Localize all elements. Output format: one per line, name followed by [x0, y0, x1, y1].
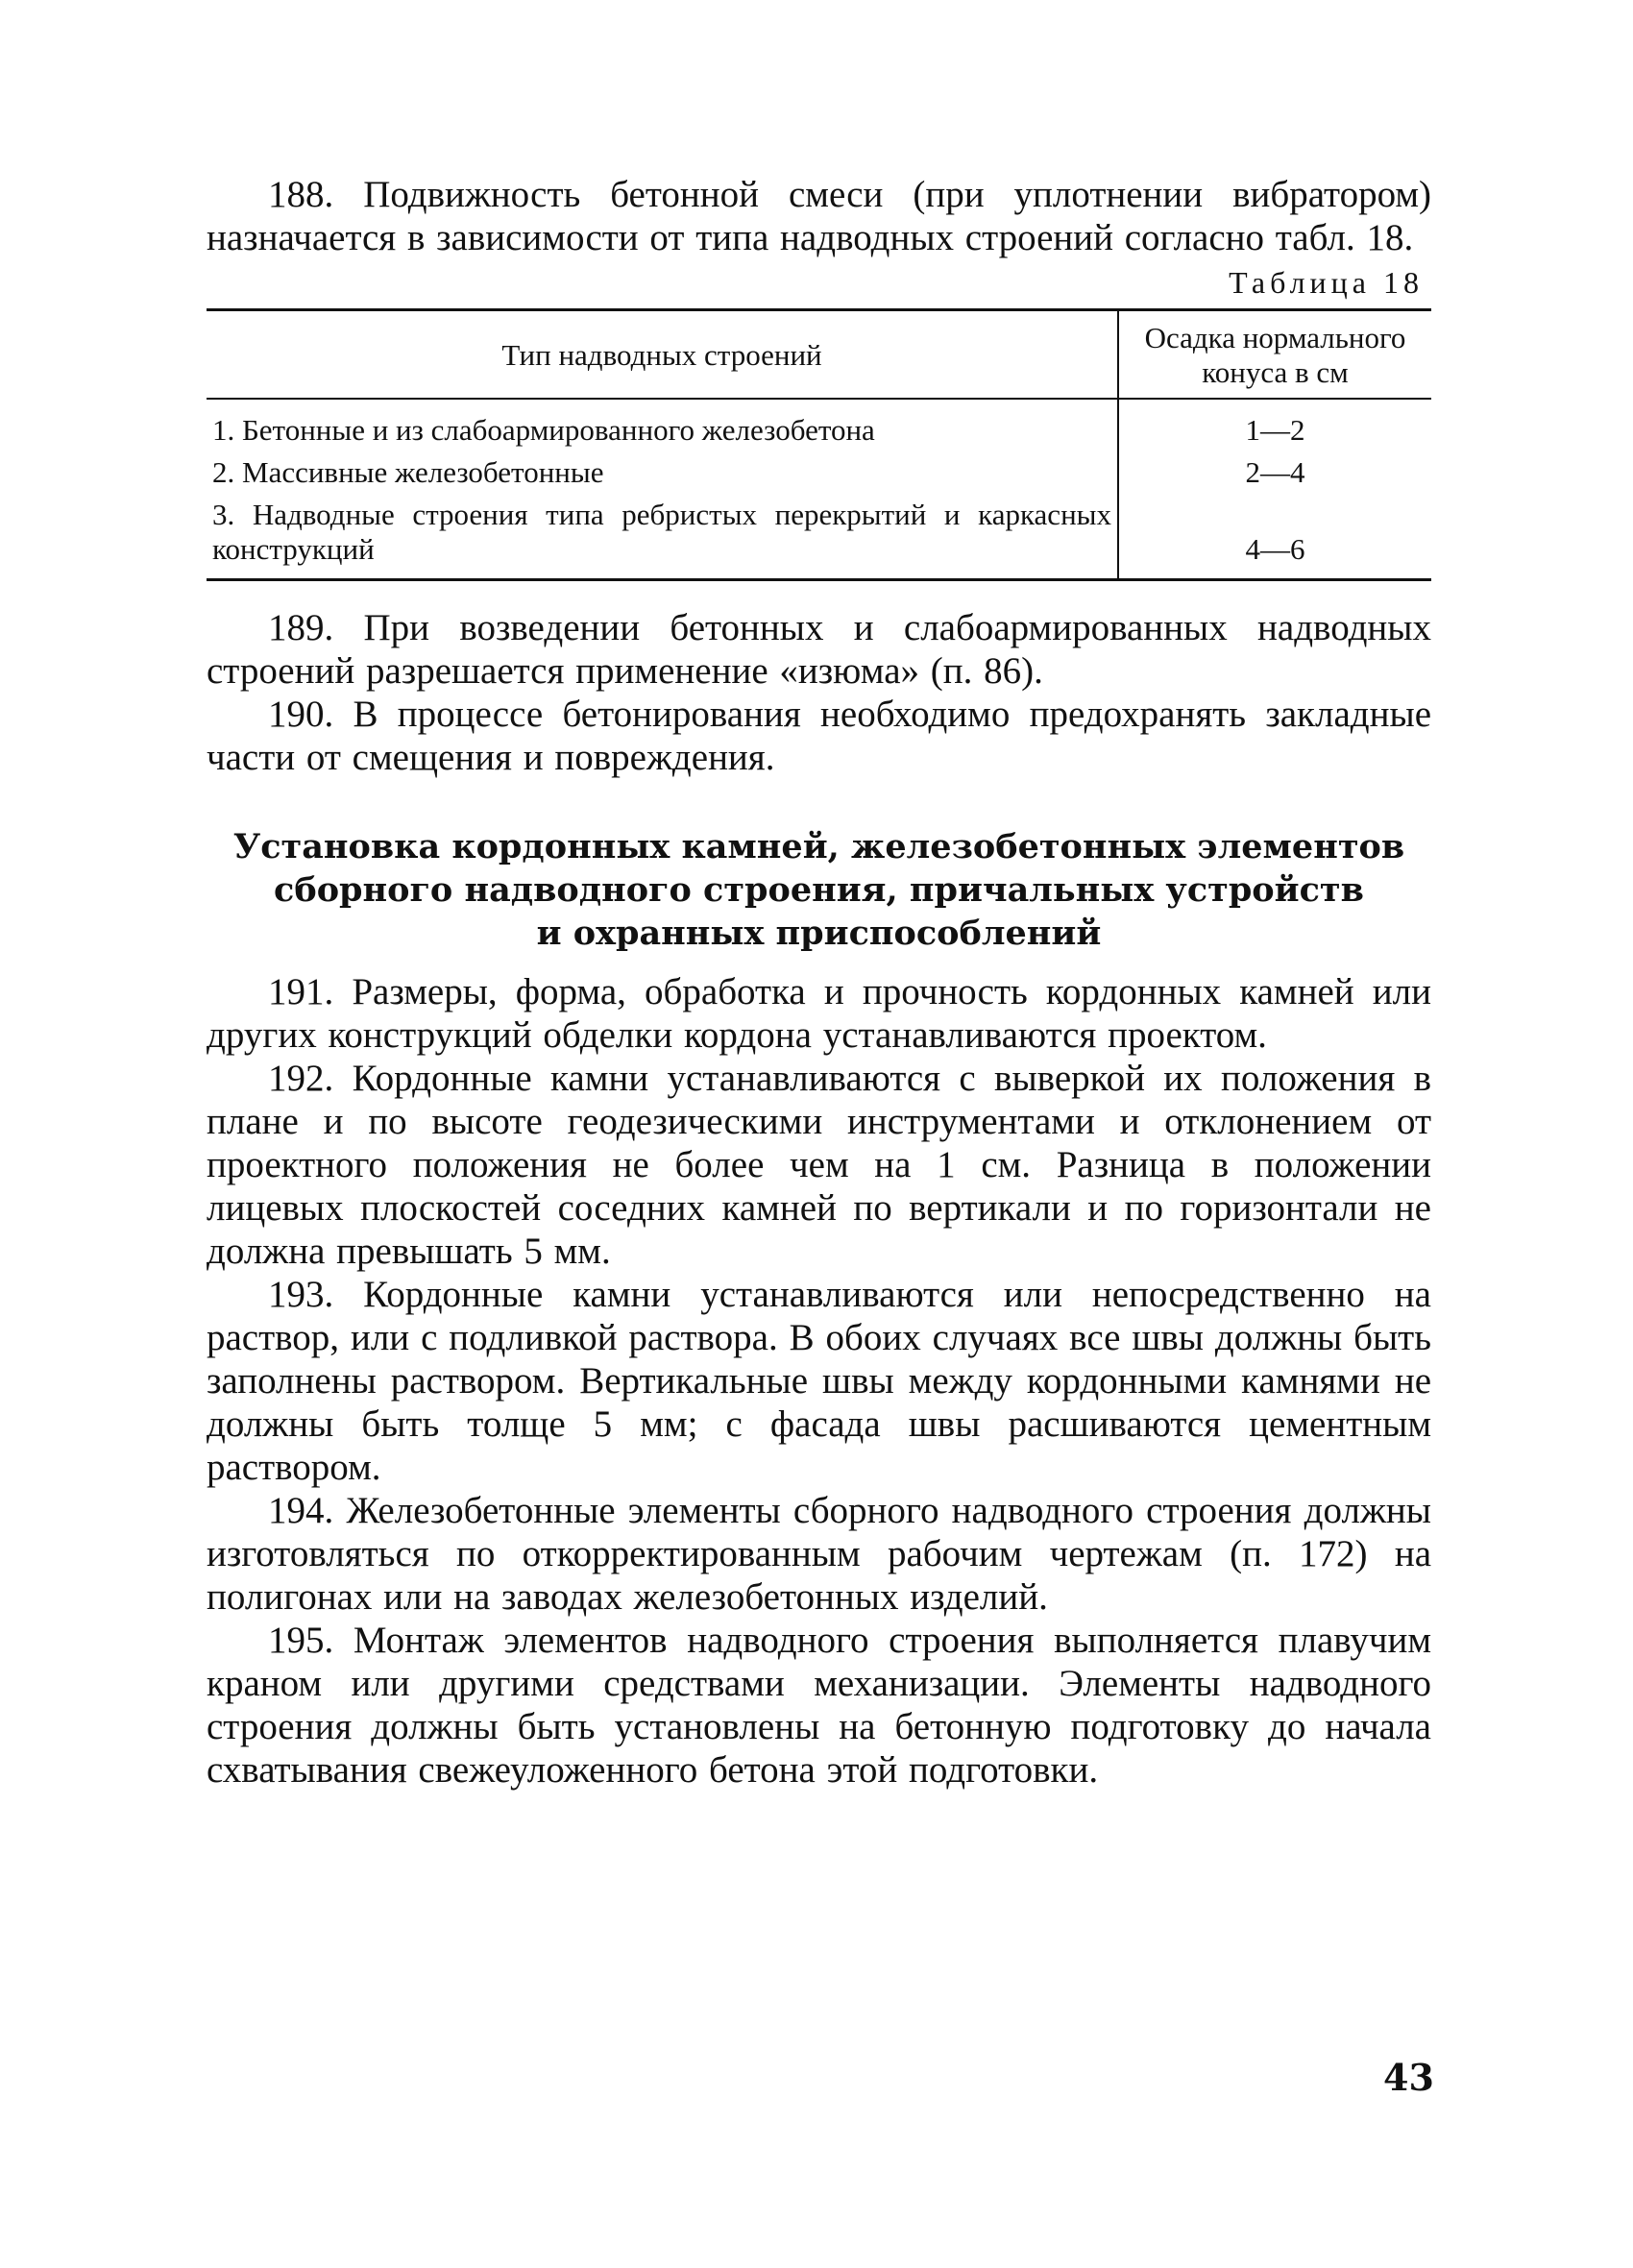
section-heading-line: Установка кордонных камней, железобетонных элементов [232, 827, 1405, 866]
table-18 [207, 308, 1431, 581]
section-heading-line: и охранных приспособлений [536, 914, 1102, 953]
table-cell-value: 4—6 [1118, 494, 1431, 580]
paragraph-194: 194. Железобетонные элементы сборного надводного строения должны изготовляться по откорректированным рабочим чертежам (п. 172) на полигонах или на заводах железобетонных изделий. [207, 1490, 1431, 1618]
paragraph-189: 189. При возведении бетонных и слабоармированных надводных строений разрешается применение «изюма» (п. 86). [207, 607, 1431, 692]
table-header-type: Тип надводных строений [207, 310, 1118, 400]
table-cell-type: 3. Надводные строения типа ребристых перекрытий и каркасных конструкций [207, 494, 1118, 580]
table-cell-type: 2. Массивные железобетонные [207, 451, 1118, 494]
table-cell-value: 2—4 [1245, 455, 1305, 489]
paragraph-191: 191. Размеры, форма, обработка и прочность кордонных камней или других конструкций обделки кордона устанавливаются проектом. [207, 971, 1431, 1056]
table-row [207, 399, 1431, 451]
table-row [207, 451, 1431, 494]
table-header-row [207, 310, 1431, 400]
paragraph-192: 192. Кордонные камни устанавливаются с выверкой их положения в плане и по высоте геодезическими инструментами и отклонением от проектного положения не более чем на 1 см. Разница в положении лицевых плоскостей соседних камней по вертикали и по горизонтали не должна превышать 5 мм. [207, 1058, 1431, 1272]
table-caption: Таблица 18 [1229, 265, 1424, 300]
paragraph-195: 195. Монтаж элементов надводного строения выполняется плавучим краном или другими средствами механизации. Элементы надводного строения должны быть установлены на бетонную подготовку до начала схватывания свежеуложенного бетона этой подготовки. [207, 1620, 1431, 1791]
table-cell-value: 1—2 [1245, 413, 1305, 447]
paragraph-190: 190. В процессе бетонирования необходимо предохранять закладные части от смещения и повреждения. [207, 694, 1431, 778]
paragraph-188: 188. Подвижность бетонной смеси (при уплотнении вибратором) назначается в зависимости от типа надводных строений согласно табл. 18. [207, 174, 1431, 258]
table-cell-type: 1. Бетонные и из слабоармированного железобетона [207, 399, 1118, 451]
table-header-value: Осадка нормального конуса в см [1118, 310, 1431, 400]
paragraph-193: 193. Кордонные камни устанавливаются или непосредственно на раствор, или с подливкой раствора. В обоих случаях все швы должны быть заполнены раствором. Вертикальные швы между кордонными камнями не должны быть толще 5 мм; с фасада швы расшиваются цементным раствором. [207, 1274, 1431, 1488]
page-body [207, 173, 1431, 1792]
section-heading-line: сборного надводного строения, причальных устройств [274, 870, 1364, 910]
page-number: 43 [1383, 2056, 1434, 2099]
table-row [207, 494, 1431, 580]
paragraphs-after-table [207, 606, 1431, 779]
section-heading [207, 825, 1431, 955]
